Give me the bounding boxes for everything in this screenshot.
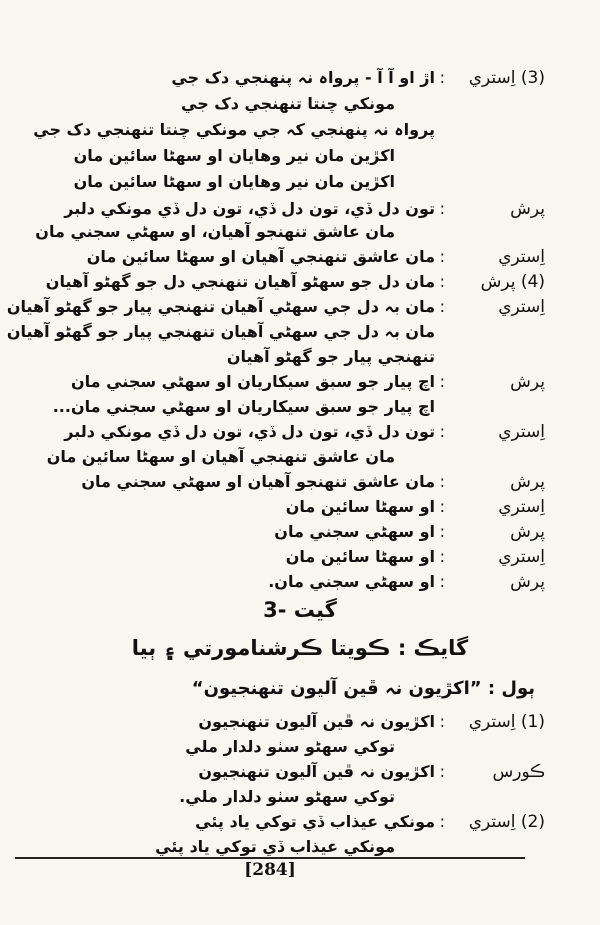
lyric-text: مان عاشق تنهنجو آهيان، او سهڻي سجني مان bbox=[35, 222, 395, 241]
lyric-line bbox=[40, 785, 545, 809]
lyric-text: پرواہ نہ پنهنجي کہ جي مونکي چنتا تنهنجي دک جي bbox=[33, 120, 435, 139]
lyric-text: او سهڻا سائين مان bbox=[285, 497, 435, 516]
speaker-colon: : bbox=[439, 522, 445, 541]
speaker-label: پرش bbox=[510, 522, 545, 542]
lyric-line bbox=[40, 420, 545, 444]
lyric-text: او سهڻا سائين مان bbox=[285, 547, 435, 566]
lyric-line bbox=[35, 220, 545, 244]
lyric-line bbox=[40, 395, 545, 419]
lyric-text: توکي سهڻو سٺو دلدار ملي bbox=[185, 737, 395, 756]
lyric-line bbox=[40, 810, 545, 834]
lyric-text: اڙ او آ آ - پرواہ نہ پنهنجي دک جي bbox=[171, 68, 435, 87]
page-number: [284] bbox=[244, 860, 296, 880]
lyric-text: اکڙيون نہ ڦين آليون تنهنجيون bbox=[198, 712, 435, 731]
song-title: گيت -3 bbox=[263, 598, 337, 622]
lyric-text: توکي سهڻو سٺو دلدار ملي. bbox=[179, 787, 395, 806]
lyric-text: مان عاشق تنهنجو آهيان او سهڻي سجني مان bbox=[81, 472, 435, 491]
lyric-text: مان عاشق تنهنجي آهيان او سهڻا سائين مان bbox=[46, 447, 395, 466]
lyric-text: او سهڻي سجني مان bbox=[274, 522, 435, 541]
lyric-text: تون دل ڏي، تون دل ڏي، تون دل ڏي مونکي دلبر bbox=[64, 199, 435, 218]
speaker-colon: : bbox=[439, 68, 445, 87]
speaker-colon: : bbox=[439, 812, 445, 831]
speaker-label: پرش bbox=[510, 572, 545, 592]
lyric-text: مونکي عيذاب ڏي توکي ياد پئي bbox=[195, 812, 435, 831]
lyric-text: مان بہ دل جي سهڻي آهيان تنهنجي پيار جو گهڻو آهيان bbox=[6, 322, 435, 341]
lyric-line bbox=[40, 735, 545, 759]
speaker-colon: : bbox=[439, 422, 445, 441]
footer-rule bbox=[15, 857, 525, 859]
speaker-colon: : bbox=[439, 297, 445, 316]
speaker-colon: : bbox=[439, 497, 445, 516]
lyric-text: تنهنجي پيار جو گهڻو آهيان bbox=[226, 347, 435, 366]
lyric-line bbox=[40, 520, 545, 544]
speaker-colon: : bbox=[439, 372, 445, 391]
speaker-label: (3) اِستري bbox=[468, 68, 545, 88]
speaker-label: اِستري bbox=[498, 247, 545, 267]
speaker-colon: : bbox=[439, 247, 445, 266]
speaker-label: اِستري bbox=[498, 497, 545, 517]
lyric-line bbox=[40, 570, 545, 594]
lyric-line bbox=[40, 445, 545, 469]
singer-line: گايڪ : ڪويتا ڪرشنامورتي ۽ ٻيا bbox=[131, 636, 469, 660]
speaker-label: (4) پرش bbox=[480, 272, 545, 292]
speaker-label: اِستري bbox=[498, 422, 545, 442]
speaker-colon: : bbox=[439, 547, 445, 566]
lyric-line bbox=[40, 835, 545, 859]
lyric-line bbox=[40, 370, 545, 394]
lyric-text: اچ پيار جو سبق سيکاريان او سهڻي سجني مان... bbox=[52, 397, 435, 416]
lyric-text: مان بہ دل جي سهڻي آهيان تنهنجي پيار جو گهڻو آهيان bbox=[6, 297, 435, 316]
lyric-text: اچ پيار جو سبق سيکاريان او سهڻي سجني مان bbox=[70, 372, 435, 391]
lyric-line bbox=[40, 345, 545, 369]
lyric-text: اکڙيون نہ ڦين آليون تنهنجيون bbox=[198, 762, 435, 781]
speaker-label: (2) اِستري bbox=[468, 812, 545, 832]
speaker-colon: : bbox=[439, 199, 445, 218]
bol-line: ٻول : ”اکڙيون نہ ڦين آليون تنهنجيون“ bbox=[191, 678, 535, 699]
song-title-wrap bbox=[30, 598, 570, 622]
lyric-line bbox=[40, 245, 545, 269]
lyric-line bbox=[40, 144, 545, 168]
lyric-text: او سهڻي سجني مان. bbox=[268, 572, 435, 591]
lyric-line bbox=[40, 545, 545, 569]
lyric-text: مان دل جو سهڻو آهيان تنهنجي دل جو گهڻو آهيان bbox=[45, 272, 435, 291]
speaker-label: پرش bbox=[510, 472, 545, 492]
lyric-line bbox=[6, 320, 545, 344]
lyric-line bbox=[40, 760, 545, 784]
lyric-text: تون دل ڏي، تون دل ڏي، تون دل ڏي مونکي دلبر bbox=[64, 422, 435, 441]
lyric-line bbox=[40, 92, 545, 116]
lyric-line bbox=[40, 470, 545, 494]
lyric-line bbox=[40, 495, 545, 519]
speaker-label: اِستري bbox=[498, 297, 545, 317]
speaker-colon: : bbox=[439, 572, 445, 591]
speaker-label: ڪورس bbox=[492, 762, 545, 782]
lyric-line bbox=[40, 170, 545, 194]
speaker-label: اِستري bbox=[498, 547, 545, 567]
singer-line-wrap bbox=[30, 636, 570, 660]
lyric-line bbox=[6, 295, 545, 319]
lyric-text: اکڙين مان نير وهايان او سهڻا سائين مان bbox=[73, 172, 395, 191]
speaker-colon: : bbox=[439, 762, 445, 781]
lyric-line bbox=[40, 710, 545, 734]
speaker-colon: : bbox=[439, 272, 445, 291]
speaker-label: (1) اِستري bbox=[468, 712, 545, 732]
lyric-line bbox=[33, 118, 545, 142]
lyric-text: مونکي چنتا تنهنجي دک جي bbox=[181, 94, 395, 113]
speaker-colon: : bbox=[439, 472, 445, 491]
lyric-line bbox=[40, 66, 545, 90]
lyric-text: اکڙين مان نير وهايان او سهڻا سائين مان bbox=[73, 146, 395, 165]
lyric-line bbox=[40, 197, 545, 221]
lyric-text: مان عاشق تنهنجي آهيان او سهڻا سائين مان bbox=[86, 247, 435, 266]
speaker-colon: : bbox=[439, 712, 445, 731]
lyric-text: مونکي عيذاب ڏي توکي ياد پئي bbox=[155, 837, 395, 856]
speaker-label: پرش bbox=[510, 199, 545, 219]
lyric-line bbox=[40, 270, 545, 294]
speaker-label: پرش bbox=[510, 372, 545, 392]
